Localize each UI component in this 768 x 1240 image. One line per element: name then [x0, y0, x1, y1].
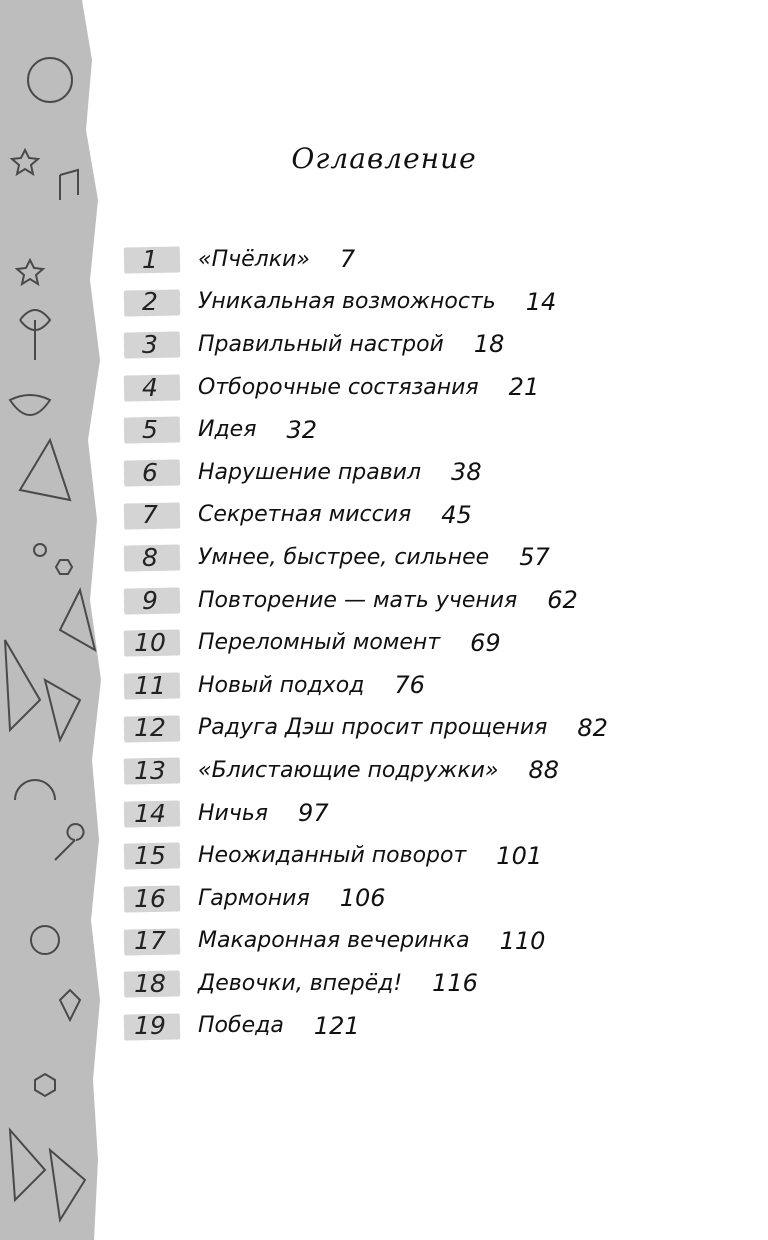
toc-entry [118, 664, 758, 707]
chapter-number-box [118, 834, 182, 877]
chapter-number: 16 [134, 883, 166, 913]
chapter-page-number: 57 [519, 543, 550, 572]
chapter-title: Правильный настрой [198, 331, 444, 357]
toc-entry [118, 1005, 758, 1048]
chapter-title: Переломный момент [198, 630, 441, 656]
toc-list [118, 238, 758, 1047]
toc-entry [118, 238, 758, 281]
chapter-title: Макаронная вечеринка [198, 928, 470, 954]
chapter-title: Отборочные состязания [198, 374, 479, 400]
chapter-number: 18 [134, 968, 166, 998]
chapter-number-box [118, 579, 182, 622]
chapter-number-box [118, 238, 182, 281]
chapter-number-box [118, 366, 182, 409]
chapter-number-box [118, 494, 182, 537]
chapter-number: 8 [142, 542, 158, 572]
chapter-number: 7 [142, 500, 158, 530]
chapter-number-box [118, 749, 182, 792]
chapter-title: Ничья [198, 800, 269, 826]
chapter-number: 10 [134, 628, 166, 658]
chapter-number: 2 [142, 287, 158, 317]
toc-entry [118, 451, 758, 494]
chapter-title: Победа [198, 1013, 284, 1039]
chapter-number-box [118, 962, 182, 1005]
chapter-page-number: 62 [547, 586, 578, 615]
chapter-title: Умнее, быстрее, сильнее [198, 544, 490, 570]
toc-entry [118, 536, 758, 579]
chapter-title: Уникальная возможность [198, 289, 496, 315]
chapter-page-number: 18 [473, 330, 505, 359]
chapter-number: 6 [142, 457, 158, 487]
chapter-number: 4 [142, 372, 158, 402]
chapter-number: 13 [134, 755, 166, 785]
toc-entry [118, 707, 758, 750]
chapter-page-number: 7 [339, 245, 356, 274]
chapter-number-box [118, 451, 182, 494]
chapter-number-box [118, 792, 182, 835]
chapter-page-number: 14 [525, 287, 557, 316]
chapter-number-box [118, 323, 182, 366]
chapter-page-number: 69 [470, 628, 501, 657]
toc-entry [118, 621, 758, 664]
chapter-title: «Пчёлки» [198, 246, 310, 272]
chapter-page-number: 76 [394, 671, 425, 700]
chapter-number: 15 [134, 841, 166, 871]
toc-entry [118, 366, 758, 409]
chapter-page-number: 45 [441, 500, 472, 529]
chapter-number: 19 [134, 1011, 166, 1041]
chapter-number: 17 [134, 926, 166, 956]
chapter-number: 11 [134, 670, 166, 700]
chapter-title: Нарушение правил [198, 459, 422, 485]
chapter-number-box [118, 408, 182, 451]
toc-entry [118, 749, 758, 792]
chapter-number-box [118, 707, 182, 750]
chapter-number-box [118, 536, 182, 579]
toc-entry [118, 323, 758, 366]
chapter-page-number: 38 [451, 458, 482, 487]
chapter-page-number: 97 [298, 799, 329, 828]
page-title: Оглавление [291, 142, 477, 175]
chapter-number-box [118, 1005, 182, 1048]
chapter-number: 9 [142, 585, 158, 615]
toc-entry [118, 494, 758, 537]
toc-entry [118, 281, 758, 324]
toc-entry [118, 408, 758, 451]
toc-entry [118, 877, 758, 920]
toc-entry [118, 792, 758, 835]
toc-entry [118, 579, 758, 622]
chapter-page-number: 101 [496, 841, 543, 870]
toc-entry [118, 962, 758, 1005]
chapter-page-number: 116 [432, 969, 478, 998]
chapter-title: «Блистающие подружки» [198, 757, 499, 783]
chapter-number-box [118, 664, 182, 707]
chapter-title: Неожиданный поворот [198, 843, 467, 869]
toc-entry [118, 834, 758, 877]
chapter-page-number: 106 [339, 884, 386, 913]
chapter-title: Девочки, вперёд! [198, 970, 403, 996]
chapter-number: 3 [142, 329, 158, 359]
chapter-number-box [118, 621, 182, 664]
chapter-page-number: 110 [499, 926, 546, 955]
chapter-title: Повторение — мать учения [198, 587, 518, 613]
toc-entry [118, 920, 758, 963]
chapter-title: Гармония [198, 885, 310, 911]
chapter-number: 12 [134, 713, 166, 743]
torn-paper-edge [0, 0, 101, 1240]
chapter-title: Радуга Дэш просит прощения [198, 715, 548, 741]
chapter-page-number: 88 [528, 756, 560, 785]
chapter-title: Идея [198, 417, 257, 443]
chapter-title: Секретная миссия [198, 502, 412, 528]
chapter-page-number: 21 [508, 373, 540, 402]
chapter-number: 5 [142, 415, 158, 445]
chapter-number-box [118, 281, 182, 324]
chapter-number: 14 [134, 798, 166, 828]
chapter-page-number: 32 [286, 415, 317, 444]
chapter-number: 1 [142, 244, 158, 274]
decorative-margin-strip [0, 0, 110, 1240]
chapter-page-number: 121 [313, 1011, 360, 1040]
chapter-number-box [118, 877, 182, 920]
chapter-title: Новый подход [198, 672, 365, 698]
chapter-page-number: 82 [577, 713, 608, 742]
chapter-number-box [118, 920, 182, 963]
